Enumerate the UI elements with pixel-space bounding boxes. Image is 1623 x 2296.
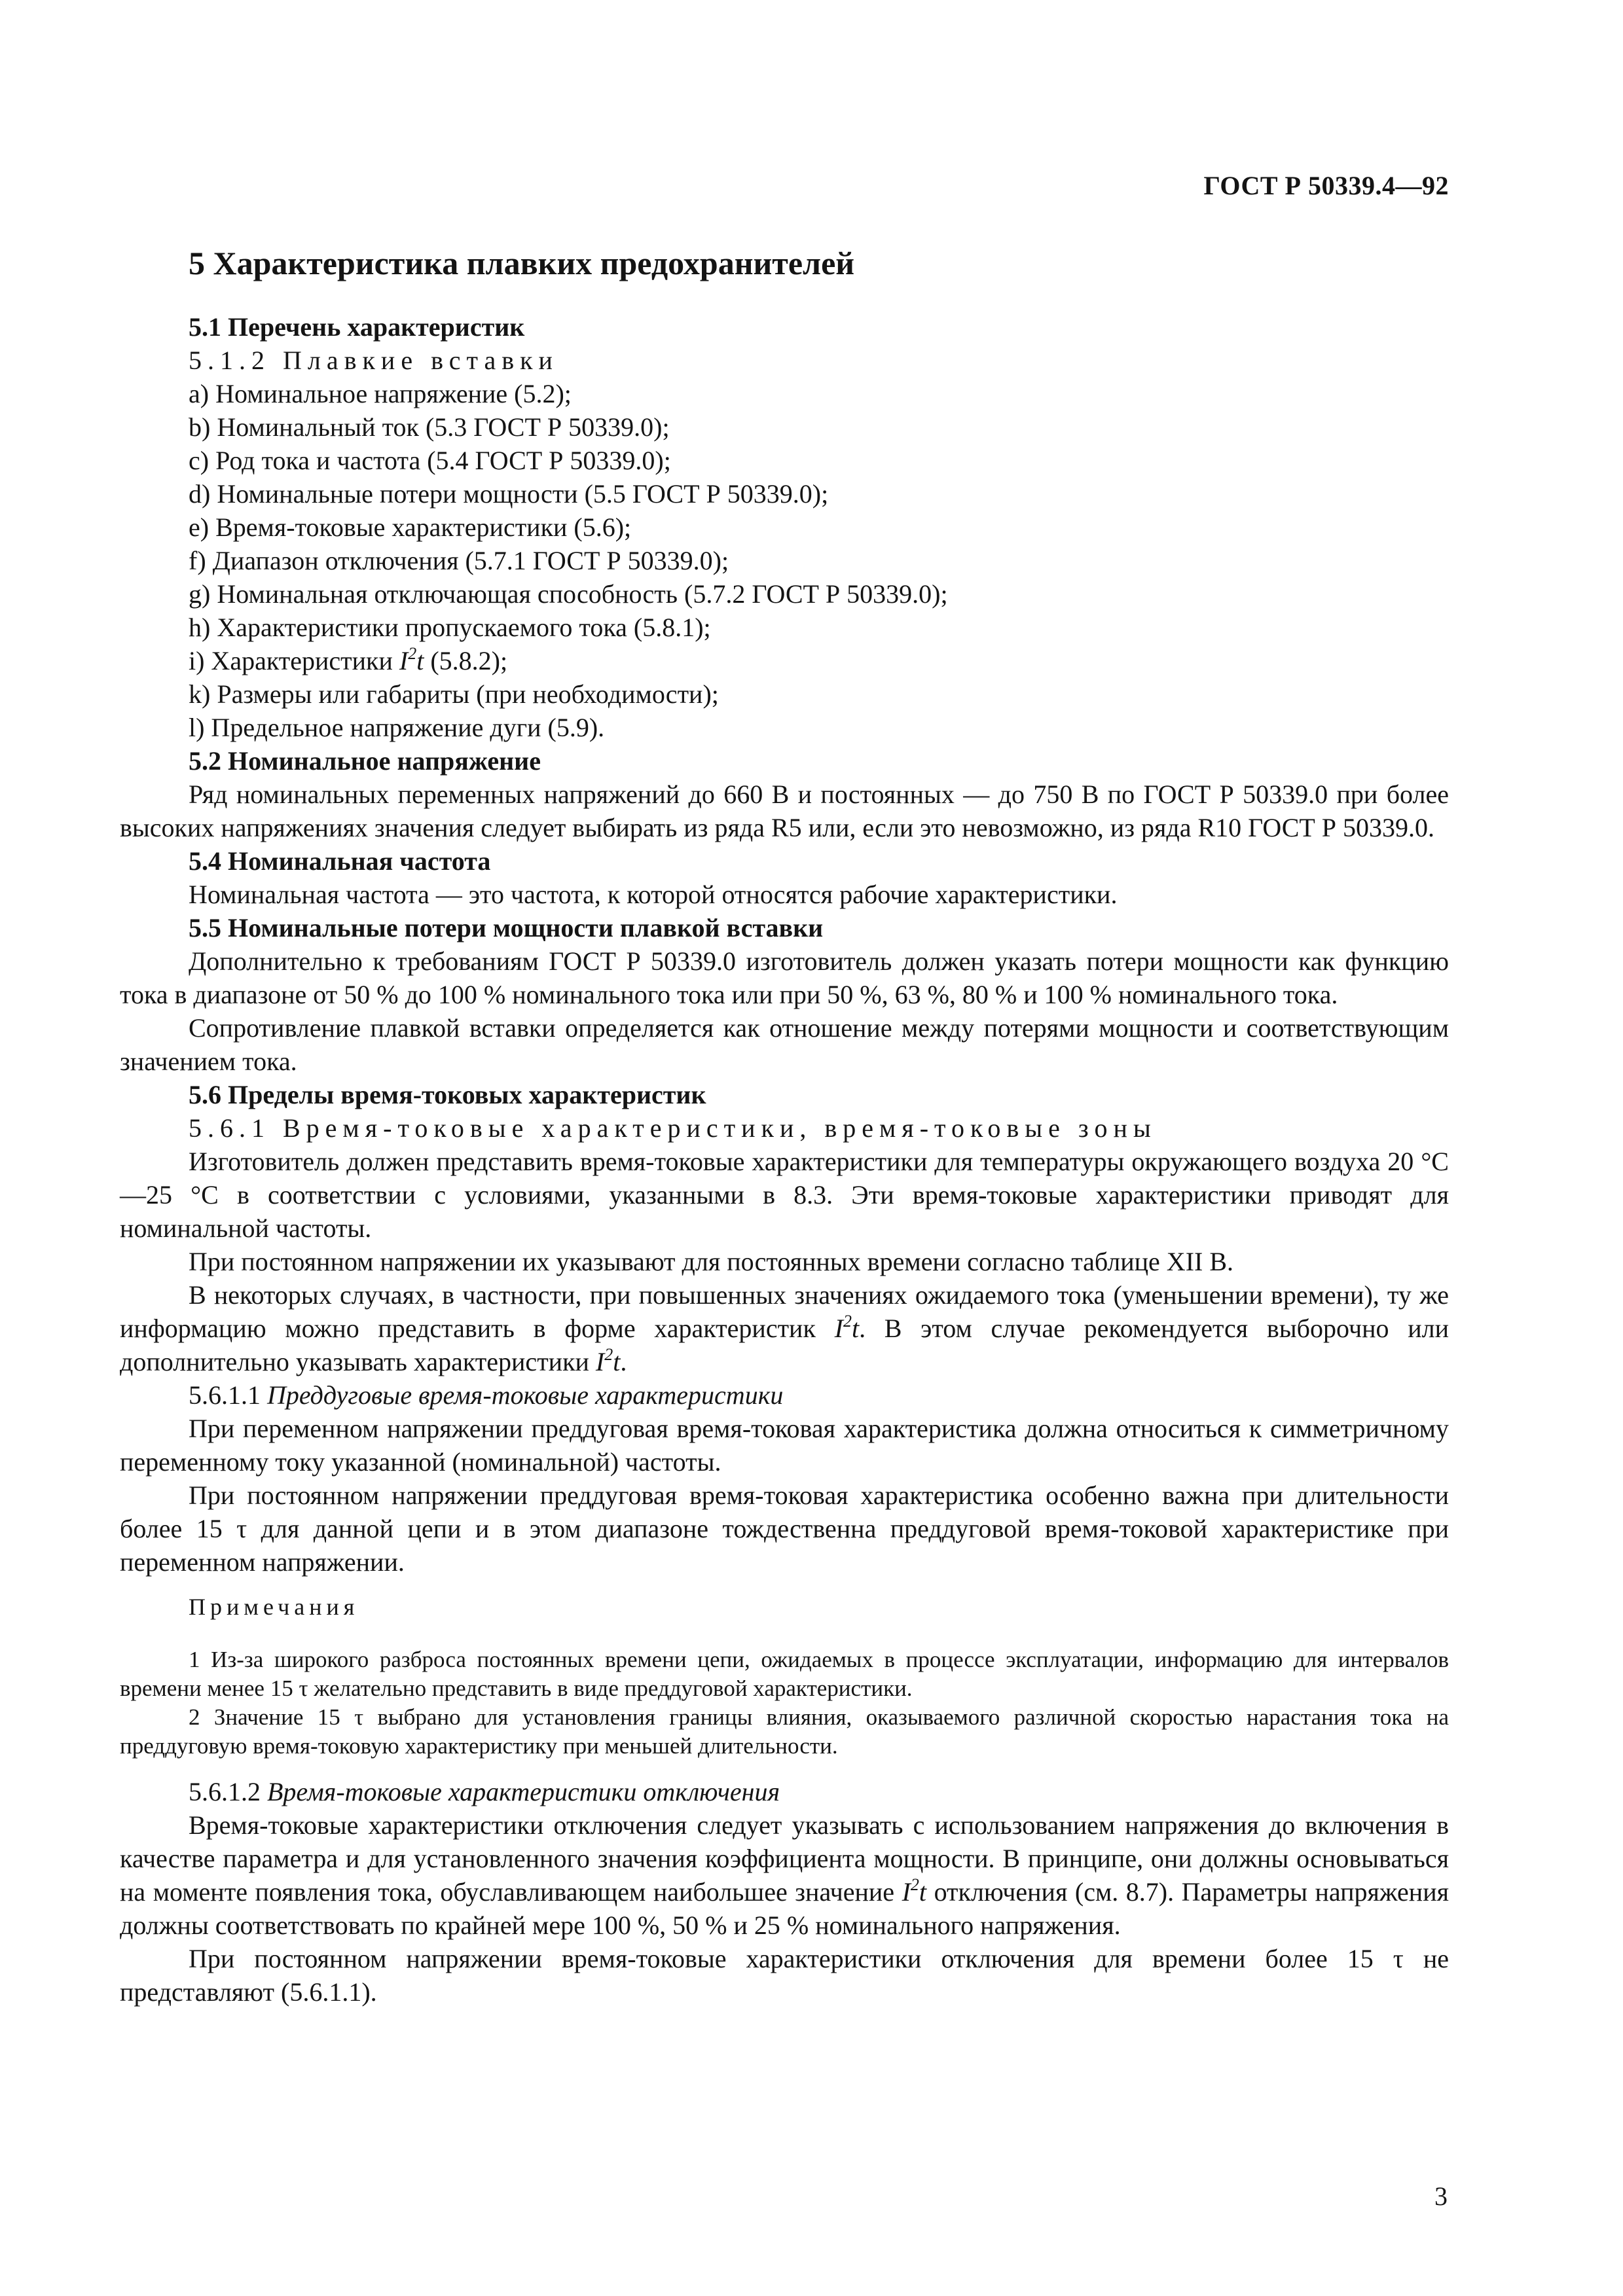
list-item-e: e) Время-токовые характеристики (5.6); (189, 512, 632, 542)
page-number: 3 (1434, 2181, 1448, 2211)
list-item-f: f) Диапазон отключения (5.7.1 ГОСТ Р 50339.0); (189, 546, 729, 575)
note-1: 1 Из-за широкого разброса постоянных времени цепи, ожидаемых в процессе эксплуатации, информацию для интервалов времени менее 15 τ желательно представить в виде преддуговой характеристики. (120, 1647, 1449, 1701)
subheading-5-6-1-1: 5.6.1.1 Преддуговые время-токовые характеристики (189, 1380, 784, 1410)
list-item-d: d) Номинальные потери мощности (5.5 ГОСТ Р 50339.0); (189, 479, 829, 509)
paragraph-5-6-1-2-b: При постоянном напряжении время-токовые характеристики отключения для времени более 15 τ не представляют (5.6.1.1). (120, 1944, 1449, 2007)
formula-i2t: $I^2t$ (399, 644, 424, 675)
list-item-l: l) Предельное напряжение дуги (5.9). (189, 713, 605, 742)
list-item-a: a) Номинальное напряжение (5.2); (189, 379, 572, 408)
paragraph-5-6-1-1-b: При постоянном напряжении преддуговая время-токовая характеристика особенно важна при длительности более 15 τ для данной цепи и в этом диапазоне тождественна преддуговой время-токовой характеристике при переменном напряжении. (120, 1480, 1449, 1577)
section-title: 5 Характеристика плавких предохранителей (189, 245, 855, 281)
notes-heading: Примечания (189, 1594, 359, 1620)
list-item-g: g) Номинальная отключающая способность (5.7.2 ГОСТ Р 50339.0); (189, 579, 948, 609)
paragraph-5-5-2: Сопротивление плавкой вставки определяется как отношение между потерями мощности и соответствующим значением тока. (120, 1013, 1449, 1076)
document-code: ГОСТ Р 50339.4—92 (1203, 171, 1449, 200)
document-body (120, 310, 1449, 2009)
heading-5-5: 5.5 Номинальные потери мощности плавкой вставки (189, 913, 824, 942)
list-item-c: c) Род тока и частота (5.4 ГОСТ Р 50339.0); (189, 446, 671, 475)
list-item-i-ref: (5.8.2); (430, 646, 508, 675)
subheading-5-6-1: 5.6.1 Время-токовые характеристики, время-токовые зоны (189, 1113, 1157, 1143)
formula-i2t: $I^2t$ (834, 1312, 860, 1343)
heading-5-4: 5.4 Номинальная частота (189, 846, 491, 876)
heading-5-1: 5.1 Перечень характеристик (189, 312, 525, 342)
paragraph-5-6-1-b: При постоянном напряжении их указывают для постоянных времени согласно таблице XII В. (189, 1247, 1234, 1276)
list-item-k: k) Размеры или габариты (при необходимости); (189, 679, 719, 709)
formula-i2t: $I^2t$ (595, 1345, 621, 1376)
paragraph-5-5-1: Дополнительно к требованиям ГОСТ Р 50339.0 изготовитель должен указать потери мощности как функцию тока в диапазоне от 50 % до 100 % номинального тока или при 50 %, 63 %, 80 % и 100 % номинального тока. (120, 946, 1449, 1009)
formula-i2t: $I^2t$ (902, 1875, 927, 1907)
list-item-h: h) Характеристики пропускаемого тока (5.8.1); (189, 613, 711, 642)
list-item-i-label: i) Характеристики (189, 646, 393, 675)
paragraph-5-6-1-1-a: При переменном напряжении преддуговая время-токовая характеристика должна относиться к симметричному переменному току указанной (номинальной) частоты. (120, 1414, 1449, 1477)
heading-5-6: 5.6 Пределы время-токовых характеристик (189, 1080, 706, 1109)
paragraph-5-4: Номинальная частота — это частота, к которой относятся рабочие характеристики. (189, 880, 1118, 909)
heading-5-2: 5.2 Номинальное напряжение (189, 746, 541, 776)
paragraph-5-6-1-2-a: Время-токовые характеристики отключения следует указывать с использованием напряжения до включения в качестве параметра и для установленного значения коэффициента мощности. В принципе, они должны основываться на моменте появления тока, обуславливающем наибольшее значение $I^2t$ отключения (см. 8.7). Параметры напряжения должны соответствовать по крайней мере 100 %, 50 % и 25 % номинального напряжения. (120, 1810, 1449, 1940)
list-item-b: b) Номинальный ток (5.3 ГОСТ Р 50339.0); (189, 412, 670, 442)
paragraph-5-2: Ряд номинальных переменных напряжений до 660 В и постоянных — до 750 В по ГОСТ Р 50339.0 при более высоких напряжениях значения следует выбирать из ряда R5 или, если это невозможно, из ряда R10 ГОСТ Р 50339.0. (120, 780, 1449, 842)
note-2: 2 Значение 15 τ выбрано для установления границы влияния, оказываемого различной скоростью нарастания тока на преддуговую время-токовую характеристику при меньшей длительности. (120, 1704, 1449, 1759)
subheading-5-6-1-2: 5.6.1.2 Время-токовые характеристики отключения (189, 1777, 780, 1806)
list-item-i (120, 644, 1449, 677)
paragraph-5-6-1-c: В некоторых случаях, в частности, при повышенных значениях ожидаемого тока (уменьшении времени), ту же информацию можно представить в форме характеристик $I^2t$. В этом случае рекомендуется выборочно или дополнительно указывать характеристики $I^2t$. (120, 1280, 1449, 1376)
paragraph-5-6-1-a: Изготовитель должен представить время-токовые характеристики для температуры окружающего воздуха 20 °С—25 °С в соответствии с условиями, указанными в 8.3. Эти время-токовые характеристики приводят для номинальной частоты. (120, 1147, 1449, 1243)
subheading-5-1-2: 5.1.2 Плавкие вставки (189, 346, 558, 375)
